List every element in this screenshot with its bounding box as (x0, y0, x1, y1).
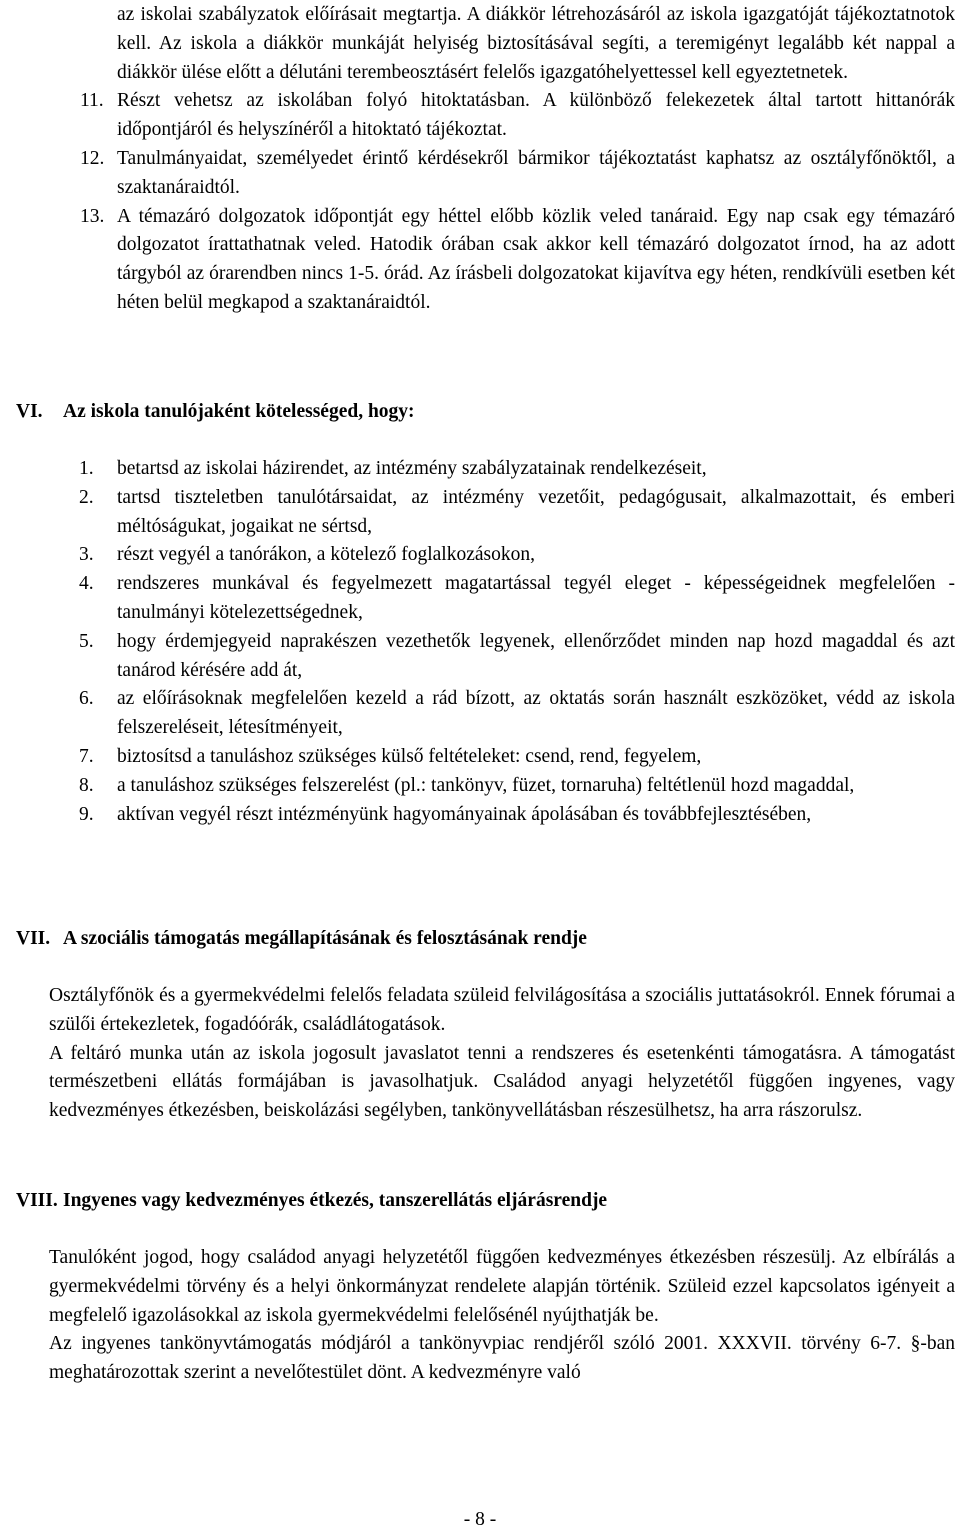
item-number: 7. (79, 745, 94, 767)
duty-item-9 (79, 801, 955, 830)
section-number: VII. (16, 928, 51, 949)
item-text: hogy érdemjegyeid naprakészen vezethetők legyenek, ellenőrződet minden nap hozd magaddal és azt tanárod kérésére add át, (117, 630, 955, 681)
section-heading-vii (16, 925, 587, 954)
rights-item-11 (80, 87, 955, 145)
item-number: 5. (79, 630, 94, 652)
section-title: Ingyenes vagy kedvezményes étkezés, tanszerellátás eljárásrendje (63, 1190, 608, 1211)
social-support-text (49, 982, 955, 1126)
section-number: VI. (16, 401, 43, 422)
item-number: 8. (79, 774, 94, 796)
item-text: tartsd tiszteletben tanulótársaidat, az intézmény vezetőit, pedagógusait, alkalmazottait, és emberi méltóságukat, jogaikat ne sértsd, (117, 486, 955, 537)
paragraph: Tanulóként jogod, hogy családod anyagi helyzetétől függően kedvezményes étkezésben részesülj. Az elbírálás a gyermekvédelmi törvény és a helyi önkormányzat rendelete alapján történik. Szüleid ezzel kapcsolatos igényeit a megfelelő igazolásokkal az iskola gyermekvédelmi felelősénél nyújthatják be. (49, 1247, 955, 1326)
item-text: Részt vehetsz az iskolában folyó hitoktatásban. A különböző felekezetek által tartott hittanórák időpontjáról és helyszínéről a hitoktató tájékoztat. (117, 90, 955, 141)
section-number: VIII. (16, 1190, 58, 1211)
item-text: a tanuláshoz szükséges felszerelést (pl.: tankönyv, füzet, tornaruha) feltétlenül hozd magaddal, (117, 774, 855, 796)
item-text: A témazáró dolgozatok időpontját egy héttel előbb közlik veled tanáraid. Egy nap csak egy témazáró dolgozatot írattathatnak veled. Hatodik órában csak akkor kell témazáró dolgozatot írnod, ha az adott tárgyból az órarendben nincs 1-5. órád. Az írásbeli dolgozatokat kijavítva egy héten, rendkívüli esetben két héten belül megkapod a szaktanáraidtól. (117, 205, 955, 313)
item-text: rendszeres munkával és fegyelmezett magatartással tegyél eleget - képességeidnek megfelelően - tanulmányi kötelezettségednek, (117, 573, 955, 623)
section-heading-vi (16, 398, 415, 427)
item-number: 6. (79, 688, 94, 710)
duty-item-5 (79, 628, 955, 686)
paragraph: Az ingyenes tankönyvtámogatás módjáról a tankönyvpiac rendjéről szóló 2001. XXXVII. törvény 6-7. §-ban meghatározottak szerint a nevelőtestület dönt. A kedvezményre való (49, 1333, 955, 1384)
item-text: betartsd az iskolai házirendet, az intézmény szabályzatainak rendelkezéseit, (117, 458, 707, 479)
duty-item-7 (79, 743, 955, 772)
continuation-block (80, 1, 955, 318)
item-number: 3. (79, 544, 94, 566)
duty-item-4 (79, 570, 955, 628)
paragraph: Osztályfőnök és a gyermekvédelmi felelős feladata szüleid felvilágosítása a szociális juttatásokról. Ennek fórumai a szülői értekezletek, fogadóórák, családlátogatások. (49, 985, 955, 1035)
meal-support-text (49, 1244, 955, 1388)
item-text: részt vegyél a tanórákon, a kötelező foglalkozásokon, (117, 544, 536, 566)
rights-item-12 (80, 145, 955, 203)
item-text: biztosítsd a tanuláshoz szükséges külső feltételeket: csend, rend, fegyelem, (117, 745, 702, 767)
item-number: 2. (79, 486, 94, 508)
duties-list (79, 455, 955, 829)
duty-item-1 (79, 455, 955, 484)
item-number: 9. (79, 803, 94, 825)
section-title: A szociális támogatás megállapításának és felosztásának rendje (63, 928, 587, 949)
section-heading-viii (16, 1187, 607, 1216)
item-number: 13. (80, 205, 105, 227)
duty-item-3 (79, 541, 955, 570)
duty-item-6 (79, 685, 955, 743)
continuation-paragraph: az iskolai szabályzatok előírásait megtartja. A diákkör létrehozásáról az iskola igazgatóját tájékoztatnotok kell. Az iskola a diákkör munkáját helyiség biztosításával segíti, a teremigényt legalább két nappal a diákkör ülése előtt a délutáni terembeosztásért felelős igazgatóhelyettessel kell egyeztetnetek. (117, 4, 955, 83)
item-text: Tanulmányaidat, személyedet érintő kérdésekről bármikor tájékoztatást kaphatsz az osztályfőnöktől, a szaktanáraidtól. (117, 147, 955, 198)
item-number: 12. (80, 147, 105, 169)
duty-item-2 (79, 484, 955, 542)
item-text: az előírásoknak megfelelően kezeld a rád bízott, az oktatás során használt eszközöket, védd az iskola felszereléseit, létesítményeit, (117, 688, 955, 739)
duty-item-8 (79, 772, 955, 801)
rights-item-13 (80, 203, 955, 318)
paragraph: A feltáró munka után az iskola jogosult javaslatot tenni a rendszeres és esetenkénti támogatásra. A támogatást természetbeni ellátás formájában is javasolhatjuk. Családod anyagi helyzetétől függően ingyenes, vagy kedvezményes étkezésben, beiskolázási segélyben, tankönyvellátásban részesülhetsz, ha arra rászorulsz. (49, 1042, 955, 1122)
item-number: 1. (79, 458, 94, 479)
page-number: - 8 - (463, 1509, 497, 1530)
section-title: Az iskola tanulójaként kötelességed, hogy: (63, 401, 415, 422)
item-number: 4. (79, 573, 94, 595)
item-text: aktívan vegyél részt intézményünk hagyományainak ápolásában és továbbfejlesztésében, (117, 803, 812, 825)
item-number: 11. (80, 90, 104, 112)
